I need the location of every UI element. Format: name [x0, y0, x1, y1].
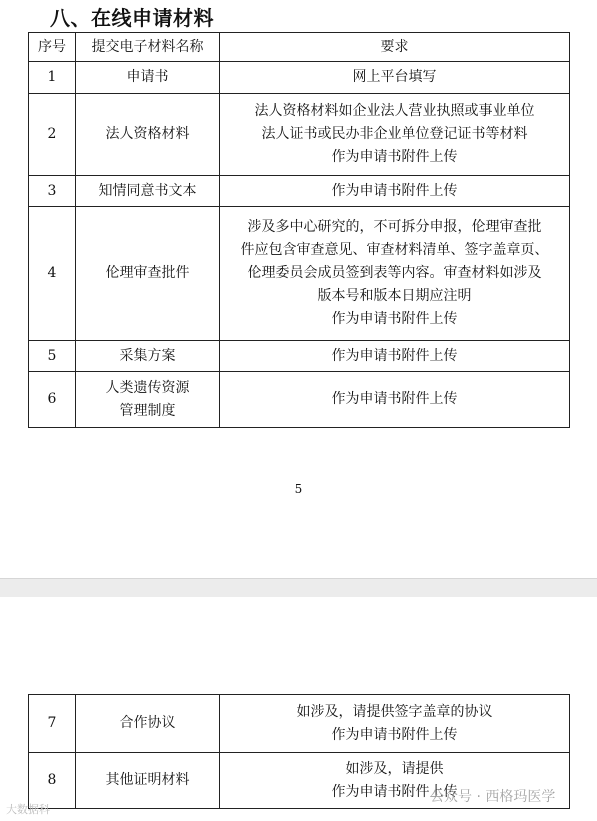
material-name: 人类遗传资源 管理制度 — [76, 372, 220, 428]
header-no: 序号 — [29, 33, 76, 62]
watermark-right: 公众号 · 西格玛医学 — [430, 789, 556, 805]
table-row — [29, 176, 570, 207]
row-number: 8 — [29, 753, 76, 809]
row-number: 1 — [29, 62, 76, 94]
table-row — [29, 341, 570, 372]
materials-table — [28, 32, 570, 428]
requirement-text: 涉及多中心研究的，不可拆分申报，伦理审查批 件应包含审查意见、审查材料清单、签字盖章页、 伦理委员会成员签到表等内容。审查材料如涉及 版本号和版本日期应注明 作为申请书附件上传 — [220, 207, 570, 341]
material-name: 其他证明材料 — [76, 753, 220, 809]
requirement-text: 作为申请书附件上传 — [220, 372, 570, 428]
requirement-text: 如涉及，请提供 作为申请书附件上传 — [220, 753, 570, 809]
material-name: 合作协议 — [76, 695, 220, 753]
material-name: 采集方案 — [76, 341, 220, 372]
table-row — [29, 207, 570, 341]
table-row — [29, 372, 570, 428]
requirement-text: 作为申请书附件上传 — [220, 341, 570, 372]
watermark-left: 大数据科 — [6, 803, 50, 816]
material-name: 法人资格材料 — [76, 94, 220, 176]
table-row — [29, 94, 570, 176]
row-number: 6 — [29, 372, 76, 428]
page-separator — [0, 578, 597, 598]
material-name: 申请书 — [76, 62, 220, 94]
row-number: 5 — [29, 341, 76, 372]
requirement-text: 法人资格材料如企业法人营业执照或事业单位 法人证书或民办非企业单位登记证书等材料 作为申请书附件上传 — [220, 94, 570, 176]
section-title: 八、在线申请材料 — [50, 6, 214, 30]
table-header-row — [29, 33, 570, 62]
page-number: 5 — [294, 482, 303, 496]
row-number: 7 — [29, 695, 76, 753]
row-number: 4 — [29, 207, 76, 341]
table-row — [29, 695, 570, 753]
row-number: 3 — [29, 176, 76, 207]
requirement-text: 网上平台填写 — [220, 62, 570, 94]
row-number: 2 — [29, 94, 76, 176]
material-name: 伦理审查批件 — [76, 207, 220, 341]
requirement-text: 如涉及，请提供签字盖章的协议 作为申请书附件上传 — [220, 695, 570, 753]
requirement-text: 作为申请书附件上传 — [220, 176, 570, 207]
header-requirement: 要求 — [220, 33, 570, 62]
header-name: 提交电子材料名称 — [76, 33, 220, 62]
material-name: 知情同意书文本 — [76, 176, 220, 207]
table-row — [29, 62, 570, 94]
